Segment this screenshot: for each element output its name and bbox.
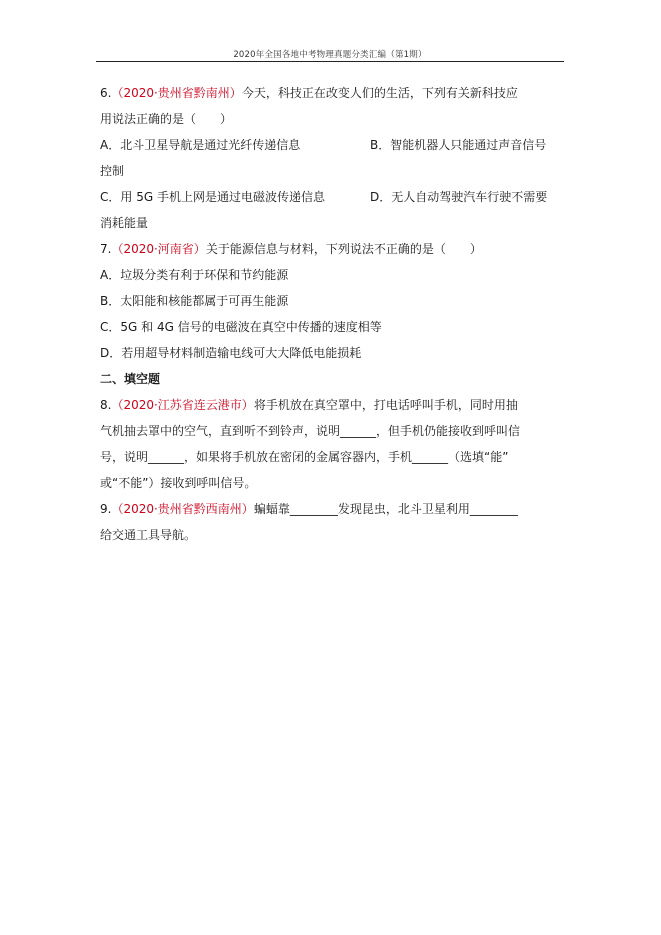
q8-number: 8. bbox=[100, 398, 112, 412]
q8-source: （2020·江苏省连云港市） bbox=[111, 398, 254, 412]
q9-number: 9. bbox=[100, 502, 112, 516]
q8-line4: 或“不能”）接收到呼叫信号。 bbox=[100, 476, 257, 490]
q8-line2: 气机抽去罩中的空气，直到听不到铃声，说明______，但手机仍能接收到呼叫信 bbox=[100, 424, 521, 438]
document-body bbox=[100, 80, 568, 548]
q6-option-b-cont: 控制 bbox=[100, 164, 125, 178]
q6-source: （2020·贵州省黔南州） bbox=[111, 86, 242, 100]
q7-option-a: A．垃圾分类有利于环保和节约能源 bbox=[100, 268, 289, 282]
q6-stem-line1 bbox=[100, 80, 568, 106]
q6-options-row2 bbox=[100, 184, 568, 210]
q9-line2: 给交通工具导航。 bbox=[100, 528, 197, 542]
q6-option-b: B．智能机器人只能通过声音信号 bbox=[370, 138, 547, 152]
q7-source: （2020·河南省） bbox=[111, 242, 206, 256]
q6-option-a: A．北斗卫星导航是通过光纤传递信息 bbox=[100, 138, 301, 152]
q6-option-d-cont: 消耗能量 bbox=[100, 216, 149, 230]
q6-options-row1 bbox=[100, 132, 568, 158]
q6-stem-line2: 用说法正确的是（ ） bbox=[100, 112, 233, 126]
q7-stem bbox=[100, 236, 568, 262]
q7-option-c: C．5G 和 4G 信号的电磁波在真空中传播的速度相等 bbox=[100, 320, 382, 334]
q7-stem-text: 关于能源信息与材料，下列说法不正确的是（ ） bbox=[205, 242, 482, 256]
q9-line1-text: 蝙蝠靠________发现昆虫，北斗卫星利用________ bbox=[253, 502, 518, 516]
header-divider bbox=[96, 61, 564, 62]
q6-stem-text: 今天，科技正在改变人们的生活，下列有关新科技应 bbox=[241, 86, 518, 100]
page-header: 2020年全国各地中考物理真题分类汇编（第1期） bbox=[233, 50, 427, 60]
q9-source: （2020·贵州省黔西南州） bbox=[111, 502, 254, 516]
q6-option-c: C．用 5G 手机上网是通过电磁波传递信息 bbox=[100, 190, 325, 204]
q8-line1 bbox=[100, 392, 568, 418]
q7-option-b: B．太阳能和核能都属于可再生能源 bbox=[100, 294, 289, 308]
q8-line3: 号，说明______，如果将手机放在密闭的金属容器内，手机______（选填“能” bbox=[100, 450, 509, 464]
q6-number: 6. bbox=[100, 86, 112, 100]
q9-line1 bbox=[100, 496, 568, 522]
q7-option-d: D．若用超导材料制造输电线可大大降低电能损耗 bbox=[100, 346, 362, 360]
q6-option-d: D．无人自动驾驶汽车行驶不需要 bbox=[370, 190, 548, 204]
q7-number: 7. bbox=[100, 242, 112, 256]
section-fill-in-title: 二、填空题 bbox=[100, 372, 161, 386]
q8-line1-text: 将手机放在真空罩中，打电话呼叫手机，同时用抽 bbox=[253, 398, 518, 412]
